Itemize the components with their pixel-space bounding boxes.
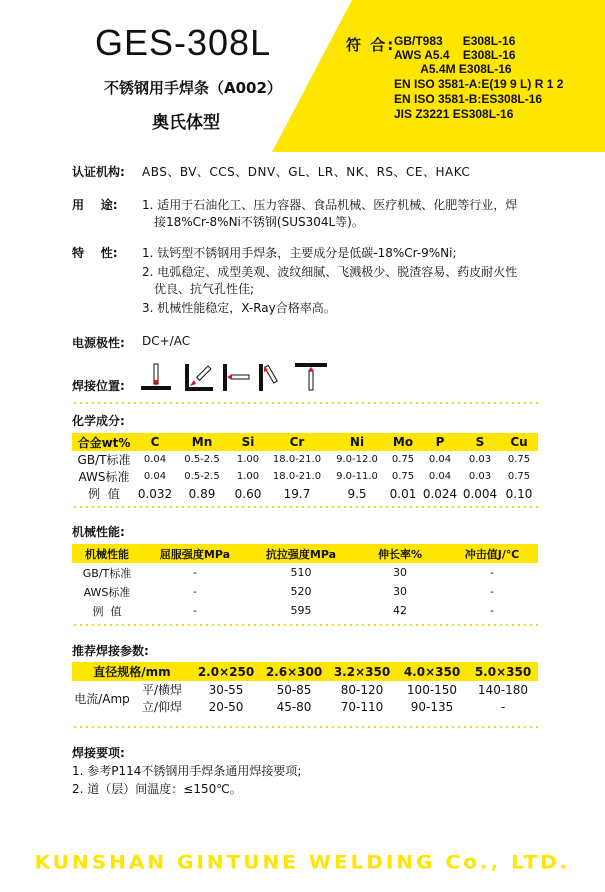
table-row bbox=[72, 698, 538, 715]
chemistry-title: 化学成分: bbox=[72, 414, 125, 428]
standard-line: JIS Z3221 ES308L-16 bbox=[394, 107, 514, 121]
table-cell: 0.75 bbox=[391, 454, 415, 465]
table-row bbox=[72, 601, 538, 620]
section-divider bbox=[72, 506, 540, 508]
table-row bbox=[72, 563, 538, 582]
column-header: Cr bbox=[266, 433, 328, 451]
section-divider bbox=[72, 402, 540, 404]
table-cell: 0.75 bbox=[507, 471, 531, 482]
table-cell: 50-85 bbox=[276, 682, 312, 697]
table-cell: 0.01 bbox=[389, 486, 417, 501]
usage-line: 接18%Cr-8%Ni不锈钢(SUS304L等)。 bbox=[154, 215, 364, 229]
note-line: 2. 道（层）间温度：≤150℃。 bbox=[72, 782, 242, 796]
column-header: 2.6×300 bbox=[260, 662, 328, 681]
certification-value: ABS、BV、CCS、DNV、GL、LR、NK、RS、CE、HAKC bbox=[142, 165, 471, 179]
column-header: 机械性能 bbox=[72, 544, 142, 563]
column-header: 直径规格/mm bbox=[72, 662, 192, 681]
column-header: Mn bbox=[174, 433, 230, 451]
standard-line: EN ISO 3581-A:E(19 9 L) R 1 2 bbox=[394, 77, 564, 91]
table-cell: 0.04 bbox=[143, 471, 167, 482]
table-cell: - bbox=[500, 699, 506, 714]
table-cell: 30-55 bbox=[208, 682, 244, 697]
table-cell: 0.04 bbox=[428, 471, 452, 482]
row-label: 例 值 bbox=[92, 604, 122, 618]
column-header: 4.0×350 bbox=[396, 662, 468, 681]
column-header: S bbox=[460, 433, 500, 451]
overhead-position-icon bbox=[294, 362, 328, 392]
certification-label: 认证机构: bbox=[72, 165, 125, 179]
table-row bbox=[72, 582, 538, 601]
table-cell: 70-110 bbox=[340, 699, 384, 714]
welding-header-row bbox=[72, 662, 538, 681]
feature-line: 优良、抗气孔性佳; bbox=[154, 282, 255, 296]
standard-line: A5.4M E308L-16 bbox=[394, 62, 512, 76]
table-cell: 45-80 bbox=[276, 699, 312, 714]
table-cell: 0.5-2.5 bbox=[184, 471, 220, 482]
standard-line: GB/T983 E308L-16 bbox=[394, 34, 516, 48]
product-name: 不锈钢用手焊条（A002） bbox=[104, 79, 282, 97]
table-cell: 1.00 bbox=[236, 471, 260, 482]
row-label: 平/横焊 bbox=[141, 683, 183, 697]
polarity-value: DC+/AC bbox=[142, 334, 191, 348]
usage-label: 用 途: bbox=[72, 198, 118, 212]
features-label: 特 性: bbox=[72, 246, 118, 260]
standard-line: AWS A5.4 E308L-16 bbox=[394, 48, 516, 62]
column-header: Ni bbox=[328, 433, 386, 451]
row-label: AWS标准 bbox=[83, 585, 131, 599]
table-cell: 0.75 bbox=[507, 454, 531, 465]
column-header: C bbox=[136, 433, 174, 451]
flat-position-icon bbox=[140, 362, 172, 392]
table-cell: 9.0-12.0 bbox=[336, 454, 378, 465]
product-type: 奥氏体型 bbox=[152, 113, 220, 133]
table-cell: 80-120 bbox=[340, 682, 384, 697]
column-header: 冲击值J/℃ bbox=[446, 544, 538, 563]
table-cell: 0.024 bbox=[422, 486, 458, 501]
table-cell: 1.00 bbox=[236, 454, 260, 465]
table-cell: - bbox=[490, 585, 494, 598]
column-header: P bbox=[420, 433, 460, 451]
feature-line: 3. 机械性能稳定，X-Ray合格率高。 bbox=[142, 301, 336, 315]
chemistry-header-row bbox=[72, 433, 538, 451]
vertical-position-icon bbox=[258, 362, 286, 392]
table-cell: - bbox=[490, 604, 494, 617]
table-cell: 520 bbox=[290, 585, 312, 598]
horizontal-fillet-position-icon bbox=[184, 362, 214, 392]
column-header: 合金wt% bbox=[72, 433, 136, 451]
table-cell: 140-180 bbox=[477, 682, 529, 697]
horizontal-position-icon bbox=[222, 362, 252, 392]
notes-title: 焊接要项: bbox=[72, 746, 125, 760]
column-header: 5.0×350 bbox=[468, 662, 538, 681]
polarity-label: 电源极性: bbox=[72, 336, 125, 350]
table-cell: 0.004 bbox=[462, 486, 498, 501]
table-cell: 9.0-11.0 bbox=[336, 471, 378, 482]
table-cell: 90-135 bbox=[410, 699, 454, 714]
table-cell: 0.89 bbox=[188, 486, 216, 501]
row-label: GB/T标准 bbox=[77, 453, 131, 467]
mechanical-table bbox=[72, 544, 538, 620]
mechanical-header-row bbox=[72, 544, 538, 563]
table-cell: 30 bbox=[393, 585, 407, 598]
column-header: Si bbox=[230, 433, 266, 451]
feature-line: 2. 电弧稳定、成型美观、波纹细腻、飞溅极少、脱渣容易、药皮耐火性 bbox=[142, 265, 518, 279]
table-cell: 0.03 bbox=[468, 471, 492, 482]
table-row bbox=[72, 681, 538, 698]
note-line: 1. 参考P114不锈钢用手焊条通用焊接要项; bbox=[72, 764, 302, 778]
column-header: Cu bbox=[500, 433, 538, 451]
row-group-label: 电流/Amp bbox=[74, 691, 130, 706]
table-row bbox=[72, 485, 538, 502]
column-header: 屈服强度MPa bbox=[142, 544, 248, 563]
standards-label: 符 合: bbox=[346, 36, 396, 54]
table-cell: 0.032 bbox=[137, 486, 173, 501]
table-cell: 0.04 bbox=[143, 454, 167, 465]
table-cell: - bbox=[193, 566, 197, 579]
table-cell: - bbox=[193, 585, 197, 598]
table-cell: 100-150 bbox=[406, 682, 458, 697]
welding-params-table bbox=[72, 662, 538, 715]
positions-label: 焊接位置: bbox=[72, 379, 125, 393]
section-divider bbox=[72, 726, 540, 728]
table-cell: 9.5 bbox=[347, 486, 367, 501]
table-cell: 0.03 bbox=[468, 454, 492, 465]
table-cell: 0.5-2.5 bbox=[184, 454, 220, 465]
column-header: Mo bbox=[386, 433, 420, 451]
table-cell: 42 bbox=[393, 604, 407, 617]
table-cell: 0.75 bbox=[391, 471, 415, 482]
table-cell: 18.0-21.0 bbox=[272, 471, 322, 482]
column-header: 3.2×350 bbox=[328, 662, 396, 681]
column-header: 伸长率% bbox=[354, 544, 446, 563]
table-cell: 0.10 bbox=[505, 486, 533, 501]
table-row bbox=[72, 468, 538, 485]
table-cell: - bbox=[193, 604, 197, 617]
section-divider bbox=[72, 624, 540, 626]
column-header: 抗拉强度MPa bbox=[248, 544, 354, 563]
table-cell: 18.0-21.0 bbox=[272, 454, 322, 465]
column-header: 2.0×250 bbox=[192, 662, 260, 681]
table-cell: 0.04 bbox=[428, 454, 452, 465]
usage-line: 1. 适用于石油化工、压力容器、食品机械、医疗机械、化肥等行业，焊 bbox=[142, 198, 518, 212]
row-label: GB/T标准 bbox=[82, 566, 132, 580]
row-label: AWS标准 bbox=[78, 470, 130, 484]
mechanical-title: 机械性能: bbox=[72, 525, 125, 539]
standard-line: EN ISO 3581-B:ES308L-16 bbox=[394, 92, 543, 106]
header-background bbox=[0, 0, 605, 152]
welding-params-title: 推荐焊接参数: bbox=[72, 644, 149, 658]
feature-line: 1. 钛钙型不锈钢用手焊条，主要成分是低碳-18%Cr-9%Ni; bbox=[142, 246, 457, 260]
table-cell: 0.60 bbox=[234, 486, 262, 501]
row-label: 立/仰焊 bbox=[141, 700, 183, 714]
table-row bbox=[72, 451, 538, 468]
table-cell: 20-50 bbox=[208, 699, 244, 714]
table-cell: 510 bbox=[290, 566, 312, 579]
row-label: 例 值 bbox=[88, 487, 120, 501]
company-name: KUNSHAN GINTUNE WELDING Co., LTD. bbox=[34, 850, 571, 874]
table-cell: 19.7 bbox=[283, 486, 311, 501]
table-cell: - bbox=[490, 566, 494, 579]
chemistry-table bbox=[72, 433, 538, 502]
product-code: GES-308L bbox=[95, 22, 272, 63]
table-cell: 595 bbox=[290, 604, 312, 617]
table-cell: 30 bbox=[393, 566, 407, 579]
